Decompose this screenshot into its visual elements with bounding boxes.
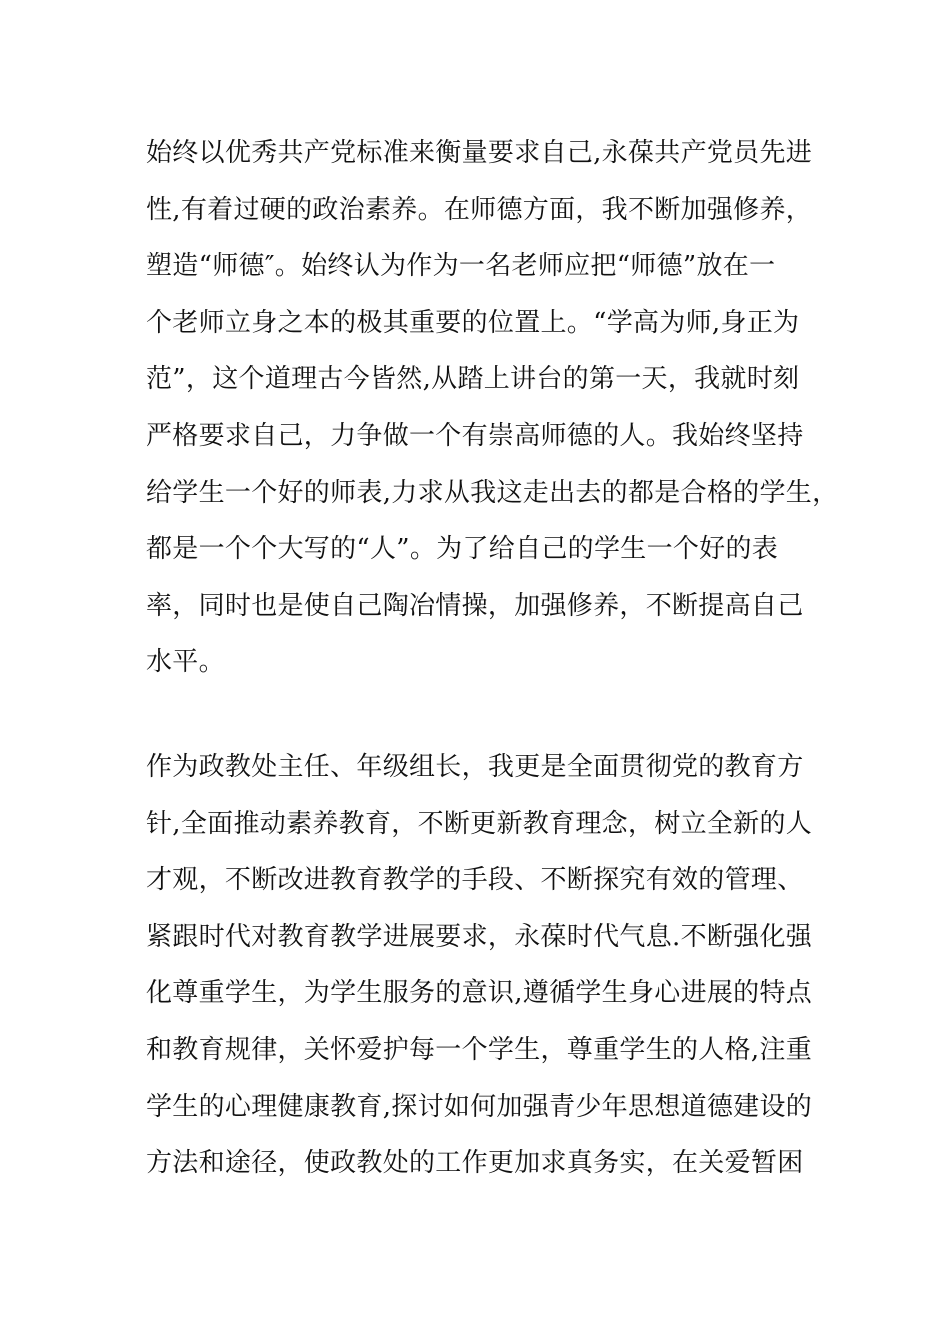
text-line: 化尊重学生，为学生服务的意识,遵循学生身心进展的特点 (146, 978, 813, 1009)
text-line: 个老师立身之本的极其重要的位置上。“学高为师,身正为 (146, 307, 800, 338)
paragraph-2 (146, 739, 866, 1192)
text-line: 水平。 (146, 647, 225, 678)
text-line: 率，同时也是使自己陶冶情操，加强修养，不断提高自己 (146, 590, 804, 621)
text-line: 方法和途径，使政教处的工作更加求真务实，在关爱暂困 (146, 1148, 804, 1179)
text-line: 范”，这个道理古今皆然,从踏上讲台的第一天，我就时刻 (146, 364, 800, 395)
text-line: 和教育规律，关怀爱护每一个学生，尊重学生的人格,注重 (146, 1034, 813, 1065)
text-line: 才观，不断改进教育教学的手段、不断探究有效的管理、 (146, 865, 804, 896)
text-line: 始终以优秀共产党标准来衡量要求自己,永葆共产党员先进 (146, 138, 813, 168)
text-line: 给学生一个好的师表,力求从我这走出去的都是合格的学生， (146, 477, 839, 508)
text-line: 紧跟时代对教育教学进展要求，永葆时代气息.不断强化强 (146, 921, 813, 952)
text-line: 都是一个个大写的“人”。为了给自己的学生一个好的表 (146, 534, 779, 565)
paragraph-1 (146, 125, 866, 691)
text-line: 针,全面推动素养教育，不断更新教育理念，树立全新的人 (146, 808, 813, 839)
text-line: 性,有着过硬的政治素养。在师德方面，我不断加强修养， (146, 194, 813, 225)
text-line: 严格要求自己，力争做一个有崇高师德的人。我始终坚持 (146, 420, 804, 451)
text-line: 学生的心理健康教育,探讨如何加强青少年思想道德建设的 (146, 1091, 813, 1122)
text-line: 作为政教处主任、年级组长，我更是全面贯彻党的教育方 (146, 752, 804, 782)
text-line: 塑造“师德″。始终认为作为一名老师应把“师德”放在一 (146, 251, 776, 282)
